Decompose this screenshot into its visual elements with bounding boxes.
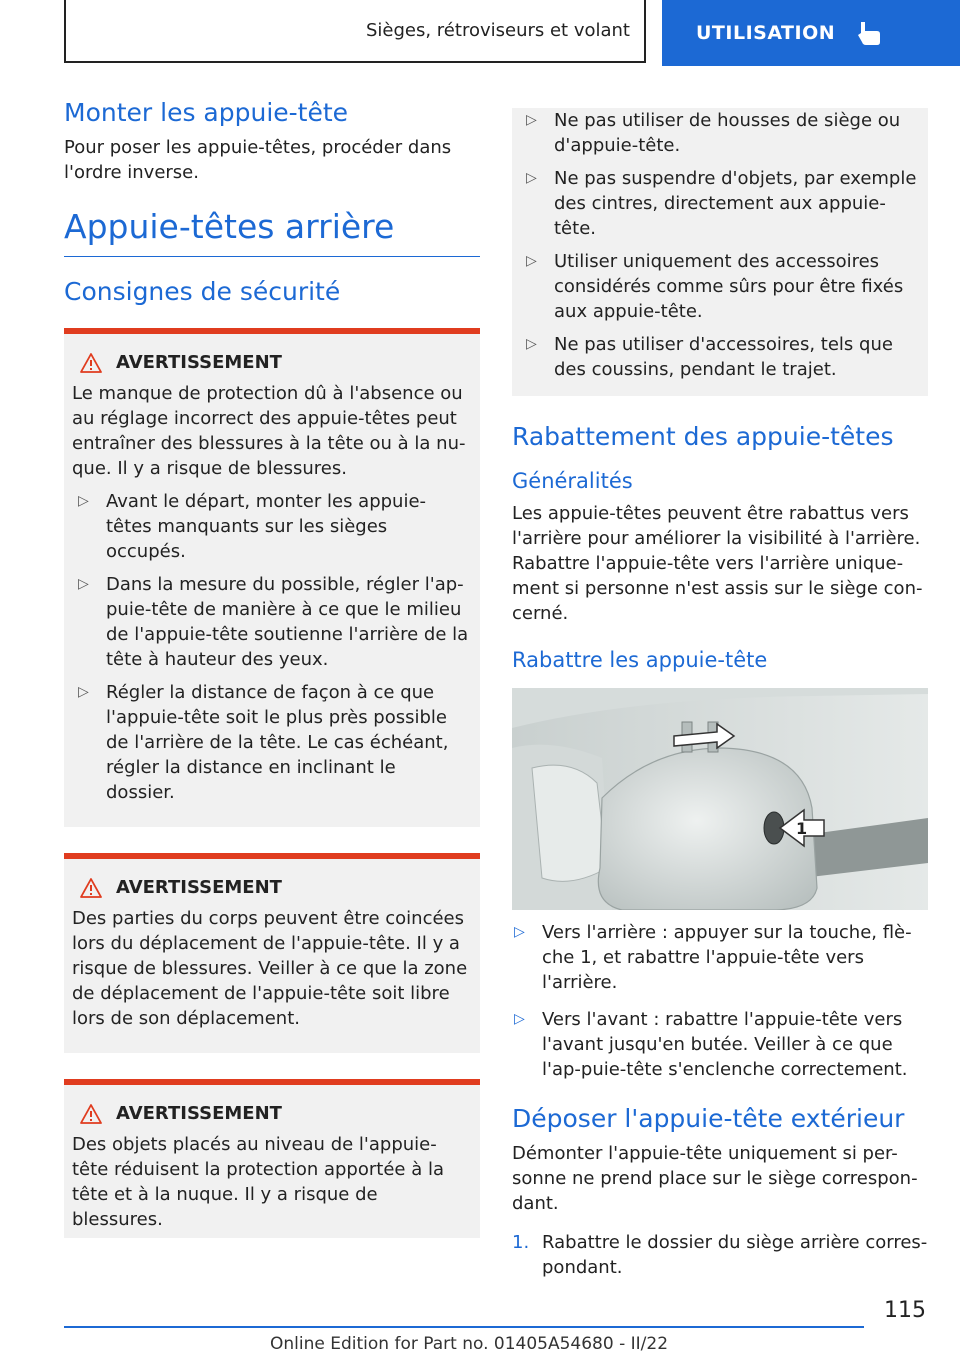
section-title: Sièges, rétroviseurs et volant — [64, 0, 646, 63]
heading-rabattre: Rabattre les appuie-tête — [512, 648, 768, 672]
left-column — [64, 96, 480, 1238]
warning-title: AVERTISSEMENT — [116, 352, 282, 373]
warning-text: Des parties du corps peuvent être coincées lors du déplacement de l'appuie-tête. Il y a risque de blessures. Veiller à ce que la zone de déplacement de l'appuie-tête soit libre lors de son déplacement. — [72, 908, 468, 1029]
step-text: Rabattre le dossier du siège arrière corres-pondant. — [542, 1232, 928, 1278]
list-item: ▷ Ne pas utiliser de housses de siège ou d'appuie-tête. — [520, 108, 918, 158]
footer-divider — [64, 1326, 864, 1328]
list-item: ▷ Avant le départ, monter les appuie-têtes manquants sur les sièges occupés. — [72, 489, 470, 564]
list-item: ▷ Ne pas utiliser d'accessoires, tels que des coussins, pendant le trajet. — [520, 332, 918, 382]
steps-list — [512, 1230, 928, 1280]
page-header — [64, 0, 960, 66]
page-number: 115 — [884, 1298, 926, 1323]
right-column — [512, 102, 928, 1280]
footer-edition: Online Edition for Part no. 01405A54680 - II/22 — [270, 1334, 669, 1354]
list-item: ▷ Utiliser uniquement des accessoires considérés comme sûrs pour être fixés aux appuie-tête. — [520, 249, 918, 324]
paragraph-monter: Pour poser les appuie-têtes, procéder dans l'ordre inverse. — [64, 137, 452, 183]
paragraph-generalites: Les appuie-têtes peuvent être rabattus vers l'arrière pour améliorer la visibilité à l'arrière. Rabattre l'appuie-tête vers l'arrière unique-ment si personne n'est assis sur le siège con-cerné. — [512, 503, 923, 624]
rabattre-list — [512, 920, 928, 1082]
heading-deposer: Déposer l'appuie-tête extérieur — [512, 1104, 905, 1133]
warning-title: AVERTISSEMENT — [116, 877, 282, 898]
warning-text: Le manque de protection dû à l'absence ou au réglage incorrect des appuie-têtes peut entraîner des blessures à la tête ou à la nu-que. Il y a risque de blessures. — [72, 383, 466, 479]
warning-box-1 — [64, 328, 480, 827]
warning-box-2 — [64, 853, 480, 1053]
warning-list — [72, 489, 470, 805]
step-number: 1. — [512, 1232, 530, 1253]
warning-triangle-icon — [80, 1104, 102, 1124]
heading-consignes: Consignes de sécurité — [64, 277, 341, 306]
heading-generalites: Généralités — [512, 469, 633, 493]
list-item: ▷ Vers l'arrière : appuyer sur la touche, flè-che 1, et rabattre l'appuie-tête vers l'arrière. — [512, 920, 928, 995]
warning-box-3 — [64, 1079, 480, 1238]
chapter-tab-label: UTILISATION — [696, 22, 836, 44]
chapter-tab[interactable] — [662, 0, 960, 66]
heading-monter: Monter les appuie-tête — [64, 98, 349, 127]
warning-continued — [512, 108, 928, 396]
figure-callout-1: 1 — [796, 819, 808, 838]
hand-pointer-icon — [857, 20, 881, 46]
list-item: ▷ Ne pas suspendre d'objets, par exemple des cintres, directement aux appuie-tête. — [520, 166, 918, 241]
heading-rabattement: Rabattement des appuie-têtes — [512, 422, 894, 451]
warning-text: Des objets placés au niveau de l'appuie-tête réduisent la protection apportée à la tête et à la nuque. Il y a risque de blessures. — [72, 1134, 444, 1230]
paragraph-deposer: Démonter l'appuie-tête uniquement si per-sonne ne prend place sur le siège correspon-dant. — [512, 1143, 918, 1214]
warning-title: AVERTISSEMENT — [116, 1103, 282, 1124]
step-item — [512, 1230, 928, 1280]
heading-appuie-tetes-arriere: Appuie-têtes arrière — [64, 207, 480, 257]
headrest-illustration — [512, 688, 928, 910]
warning-triangle-icon — [80, 878, 102, 898]
list-item: ▷ Régler la distance de façon à ce que l'appuie-tête soit le plus près possible de l'arrière de la tête. Le cas échéant, régler la distance en inclinant le dossier. — [72, 680, 470, 805]
warning-triangle-icon — [80, 353, 102, 373]
list-item: ▷ Vers l'avant : rabattre l'appuie-tête vers l'avant jusqu'en butée. Veiller à ce que l'ap-puie-tête s'enclenche correctement. — [512, 1007, 928, 1082]
list-item: ▷ Dans la mesure du possible, régler l'ap-puie-tête de manière à ce que le milieu de l'appuie-tête soutienne l'arrière de la tête à hauteur des yeux. — [72, 572, 470, 672]
